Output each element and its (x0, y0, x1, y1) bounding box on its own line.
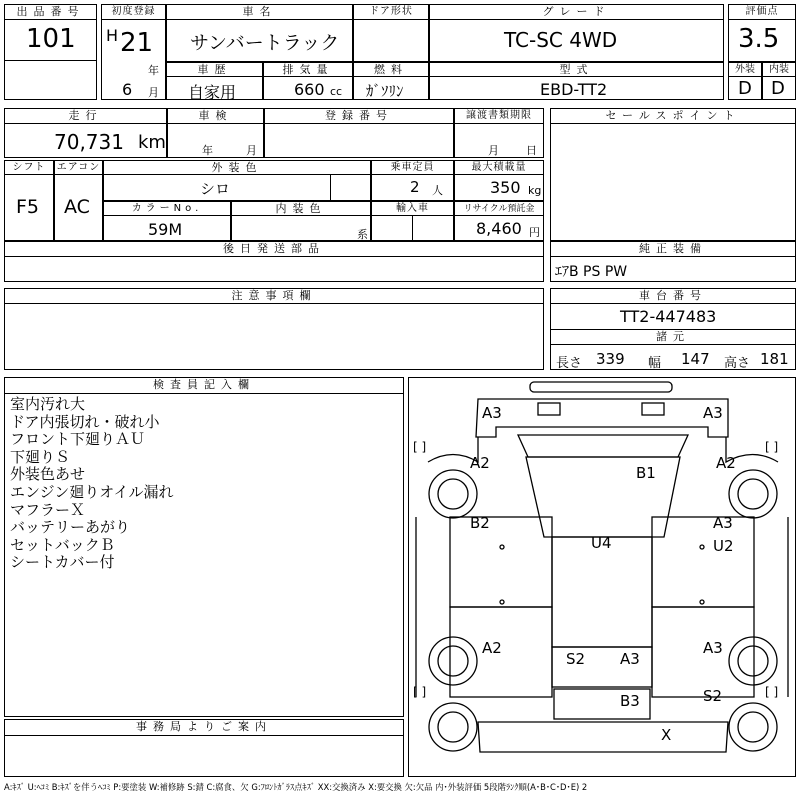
bracket-front-right: [ ] (765, 440, 779, 454)
mileage: 70,731 (54, 130, 124, 154)
history-label: 車歴 (166, 62, 263, 77)
fuel: ｶﾞｿﾘﾝ (366, 82, 404, 100)
mark-door-right-lower: U2 (713, 537, 734, 555)
inspector-note-line: フロント下廻りＡＵ (10, 430, 146, 449)
dims-label: 諸元 (550, 329, 796, 345)
mark-door-right: A3 (713, 514, 733, 532)
inspector-note-line: 室内汚れ大 (10, 395, 86, 413)
color-no-label: カラーNo. (103, 201, 231, 216)
inspector-notes (10, 396, 400, 572)
score-label: 評価点 (728, 4, 796, 20)
interior-grade: D (771, 78, 785, 99)
exterior-label: 外装 (728, 62, 762, 77)
ext-color-sub-divider (330, 175, 331, 201)
first-reg-label: 初度登録 (101, 4, 166, 20)
capacity-unit: 人 (432, 184, 443, 197)
inspector-label: 検査員記入欄 (4, 377, 404, 394)
displacement-label: 排気量 (263, 62, 353, 77)
mark-deck-right: A3 (620, 650, 640, 668)
inspector-note-line: マフラーＸ (10, 500, 86, 519)
inspector-note-line: エンジン廻りオイル漏れ (10, 482, 174, 501)
mark-front-right: A3 (703, 404, 723, 422)
first-reg-month: 6 (122, 80, 133, 99)
lot-divider (4, 60, 97, 61)
bracket-rear-left: [ ] (413, 685, 427, 699)
ext-color-label: 外装色 (103, 160, 371, 175)
car-name-label: 車名 (166, 4, 353, 20)
later-parts-label: 後日発送部品 (4, 241, 544, 257)
int-color-label: 内装色 (231, 201, 371, 216)
grade-label: グレード (429, 4, 724, 20)
car-name: サンバートラック (190, 32, 340, 54)
mark-front-left: A3 (482, 404, 502, 422)
height-value: 181 (760, 350, 789, 368)
mark-door-left: B2 (470, 514, 490, 532)
first-reg-year: 21 (120, 28, 154, 58)
ext-color: シロ (200, 180, 231, 198)
displacement-unit: cc (330, 85, 343, 98)
equipment-value: ｴｱB PS PW (555, 264, 628, 280)
door-label: ドア形状 (353, 4, 429, 20)
legend: A:ｷｽﾞ U:ﾍｺﾐ B:ｷｽﾞを伴うﾍｺﾐ P:要塗装 W:補修跡 S:錆 C:腐食、欠 G:ﾌﾛﾝﾄｶﾞﾗｽ点ｷｽﾞ XX:交換済み X:要交換 欠:欠品 内･外装評価 5段階ﾗﾝｸ順(A･B･C･D･E) 2 (4, 782, 588, 792)
mark-floor: U4 (591, 534, 612, 552)
import-label: 輸入車 (371, 201, 454, 216)
history: 自家用 (188, 83, 237, 102)
equipment-label: 純正装備 (550, 241, 796, 257)
mark-rear-right-lower: S2 (703, 687, 723, 705)
fuel-label: 燃料 (353, 62, 429, 77)
int-color-suffix: 系 (357, 228, 368, 241)
shift: F5 (16, 196, 40, 218)
sales-point-block (550, 108, 796, 241)
mark-rear-left: A2 (482, 639, 502, 657)
transfer-month-unit: 月 (488, 144, 499, 157)
recycle-unit: 円 (529, 226, 540, 239)
notes-label: 注意事項欄 (4, 288, 544, 304)
mark-fender-right: A2 (716, 454, 736, 472)
max-load: 350 (490, 178, 521, 197)
max-load-unit: kg (528, 184, 542, 197)
length-value: 339 (596, 350, 625, 368)
exterior-grade: D (738, 78, 752, 99)
recycle-label: リサイクル預託金 (454, 201, 544, 216)
shift-label: シフト (4, 160, 54, 175)
model-code: EBD-TT2 (540, 80, 608, 99)
car-outline-diagram (408, 377, 796, 777)
sales-point-label: セールスポイント (550, 108, 796, 124)
chassis-label: 車台番号 (550, 288, 796, 304)
import-sub-divider (412, 216, 413, 241)
bracket-front-left: [ ] (413, 440, 427, 454)
max-load-label: 最大積載量 (454, 160, 544, 175)
inspector-note-line: ドア内張切れ・破れ小 (10, 412, 160, 431)
era: H (106, 26, 119, 45)
capacity: 2 (410, 178, 420, 196)
chassis-number: TT2-447483 (620, 307, 717, 326)
year-unit: 年 (148, 64, 159, 77)
inspector-note-line: 外装色あせ (10, 465, 86, 484)
transfer-doc-label: 譲渡書類期限 (454, 108, 544, 124)
inspection-month-unit: 月 (246, 144, 257, 157)
color-no: 59M (148, 220, 183, 239)
mark-deck-left: S2 (566, 650, 586, 668)
model-label: 型式 (429, 62, 724, 77)
month-unit: 月 (148, 86, 159, 99)
transfer-day-unit: 日 (526, 144, 537, 157)
bracket-rear-right: [ ] (765, 685, 779, 699)
capacity-label: 乗車定員 (371, 160, 454, 175)
displacement: 660 (294, 80, 325, 99)
mark-windshield: B1 (636, 464, 656, 482)
inspection-label: 車検 (167, 108, 264, 124)
mileage-label: 走行 (4, 108, 167, 124)
mark-fender-left: A2 (470, 454, 490, 472)
inspector-note-line: セットバックＢ (10, 535, 115, 554)
ac: AC (64, 196, 90, 218)
inspector-note-line: シートカバー付 (10, 553, 115, 572)
lot-number: 101 (26, 24, 76, 54)
grade: TC-SC 4WD (504, 28, 618, 52)
lot-label: 出品番号 (4, 4, 97, 20)
interior-label: 内装 (762, 62, 796, 77)
mark-rear-right: A3 (703, 639, 723, 657)
mark-rear-panel: B3 (620, 692, 640, 710)
recycle: 8,460 (476, 219, 522, 238)
office-label: 事務局よりご案内 (4, 719, 404, 736)
width-label: 幅 (648, 356, 662, 371)
inspector-note-line: バッテリーあがり (10, 518, 131, 537)
reg-number-label: 登録番号 (264, 108, 454, 124)
height-label: 高さ (724, 356, 751, 371)
mileage-unit: km (138, 132, 166, 153)
mark-rear-bumper: X (661, 726, 672, 744)
length-label: 長さ (556, 356, 583, 371)
width-value: 147 (681, 350, 710, 368)
ac-label: エアコン (54, 160, 103, 175)
inspection-year-unit: 年 (202, 144, 213, 157)
inspector-note-line: 下廻りＳ (10, 447, 71, 466)
score: 3.5 (738, 24, 780, 54)
